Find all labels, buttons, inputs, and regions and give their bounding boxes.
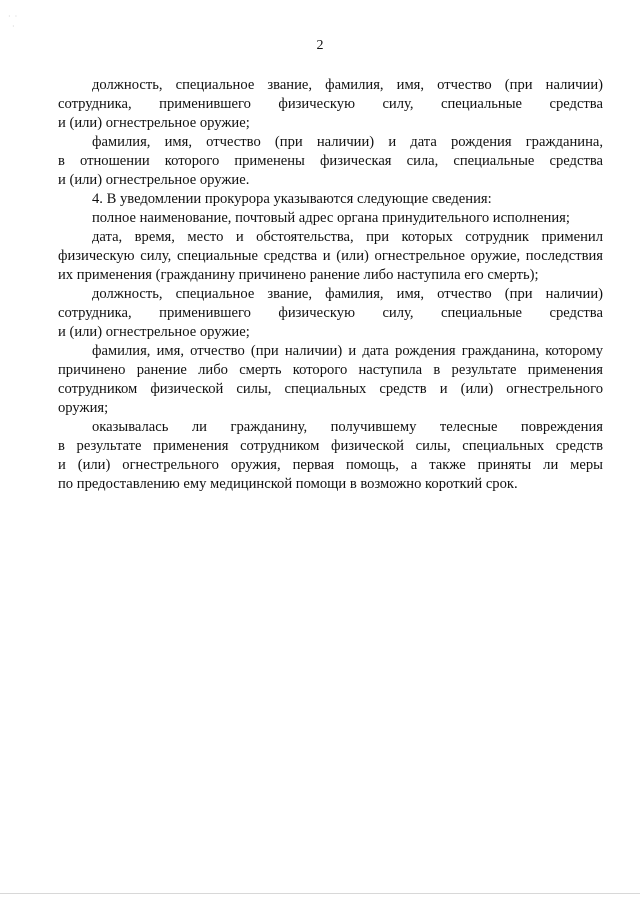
- paragraph-line: в результате применения сотрудником физической силы, специальных средств: [58, 438, 603, 454]
- paragraph: [58, 285, 603, 342]
- paragraph: [58, 342, 603, 418]
- paragraph-line: и (или) огнестрельное оружие;: [58, 115, 250, 131]
- paragraph-line: полное наименование, почтовый адрес органа принудительного исполнения;: [92, 210, 570, 226]
- paragraph-line: сотрудника, применившего физическую силу, специальные средства: [58, 96, 603, 112]
- paragraph-line: и (или) огнестрельное оружие.: [58, 172, 250, 188]
- paragraph-line: оружия;: [58, 400, 109, 416]
- paragraph-line: физическую силу, специальные средства и (или) огнестрельное оружие, последствия: [58, 248, 603, 264]
- scan-artifact: · · ·: [8, 12, 18, 31]
- paragraph-line: дата, время, место и обстоятельства, при которых сотрудник применил: [92, 229, 603, 245]
- paragraph: [58, 418, 603, 494]
- paragraph-line: фамилия, имя, отчество (при наличии) и дата рождения гражданина,: [92, 134, 603, 150]
- paragraph: [58, 228, 603, 285]
- paragraph: [58, 190, 603, 209]
- paragraph-line: и (или) огнестрельное оружие;: [58, 324, 250, 340]
- paragraph-line: и (или) огнестрельного оружия, первая помощь, а также приняты ли меры: [58, 457, 603, 473]
- paragraph: [58, 133, 603, 190]
- paragraph-line: по предоставлению ему медицинской помощи в возможно короткий срок.: [58, 476, 518, 492]
- paragraph-line: фамилия, имя, отчество (при наличии) и дата рождения гражданина, которому: [92, 343, 603, 359]
- page-bottom-edge: [0, 893, 640, 894]
- paragraph-line: должность, специальное звание, фамилия, имя, отчество (при наличии): [92, 286, 603, 302]
- paragraph-line: сотрудником физической силы, специальных средств и (или) огнестрельного: [58, 381, 603, 397]
- paragraph-line: в отношении которого применены физическая сила, специальные средства: [58, 153, 603, 169]
- paragraph-line: причинено ранение либо смерть которого наступила в результате применения: [58, 362, 603, 378]
- paragraph: [58, 209, 603, 228]
- paragraph-line: должность, специальное звание, фамилия, имя, отчество (при наличии): [92, 77, 603, 93]
- paragraph-line: оказывалась ли гражданину, получившему телесные повреждения: [92, 419, 603, 435]
- document-body: [58, 76, 603, 494]
- page-number: 2: [316, 38, 324, 53]
- paragraph-line: 4. В уведомлении прокурора указываются следующие сведения:: [92, 191, 492, 207]
- paragraph-line: их применения (гражданину причинено ранение либо наступила его смерть);: [58, 267, 539, 283]
- paragraph: [58, 76, 603, 133]
- paragraph-line: сотрудника, применившего физическую силу, специальные средства: [58, 305, 603, 321]
